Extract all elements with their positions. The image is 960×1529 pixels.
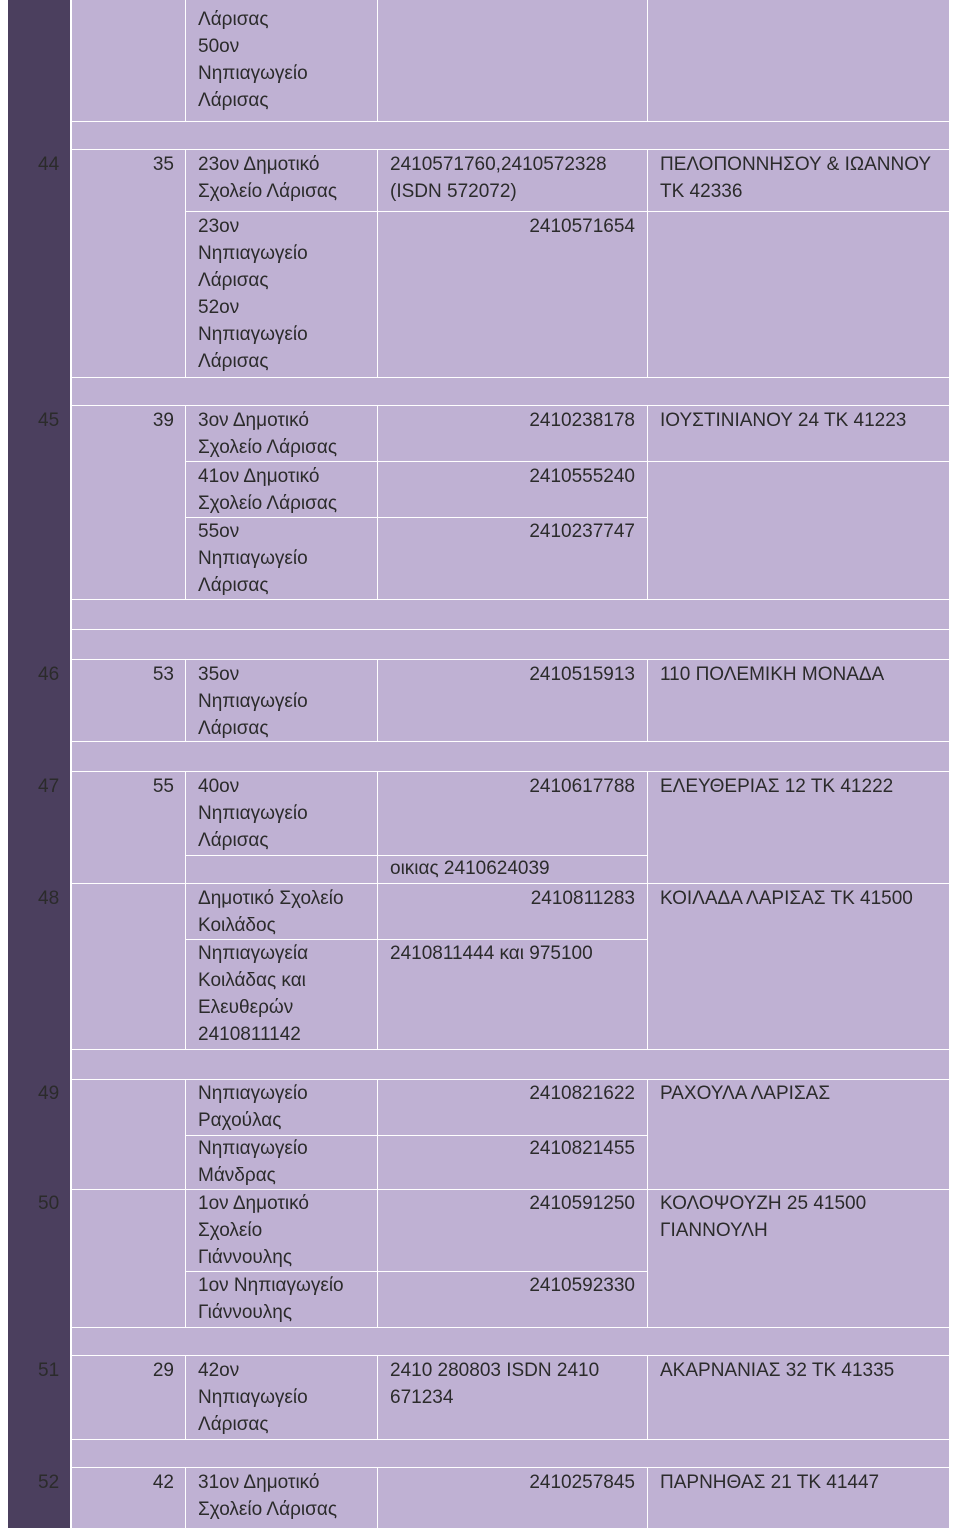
address: ΚΟΛΟΨΟΥΖΗ 25 41500 ΓΙΑΝΝΟΥΛΗ xyxy=(660,1193,867,1241)
school-code: 35 xyxy=(152,154,174,175)
table-cell xyxy=(378,0,648,122)
table-cell xyxy=(72,406,186,600)
phone-number: 2410238178 xyxy=(529,410,635,431)
spacer-row xyxy=(72,378,950,406)
phone-number: 2410257845 xyxy=(529,1472,635,1493)
address: ΑΚΑΡΝΑΝΙΑΣ 32 ΤΚ 41335 xyxy=(660,1360,895,1381)
spacer-row xyxy=(72,600,950,630)
row-number: 49 xyxy=(38,1083,60,1104)
table-cell xyxy=(72,1190,186,1328)
phone-number: 2410571654 xyxy=(529,216,635,237)
school-name: 41ον Δημοτικό Σχολείο Λάρισας xyxy=(198,466,337,514)
table-cell xyxy=(648,0,950,122)
table-cell xyxy=(72,0,186,122)
school-name: 40ον Νηπιαγωγείο Λάρισας xyxy=(198,776,308,851)
school-name: 23ον Νηπιαγωγείο Λάρισας 52ον Νηπιαγωγείο Λάρισας xyxy=(198,216,308,372)
row-number: 46 xyxy=(38,664,60,685)
school-name: Νηπιαγωγεία Κοιλάδας και Ελευθερών 2410811142 xyxy=(198,943,309,1045)
school-name: 55ον Νηπιαγωγείο Λάρισας xyxy=(198,521,308,596)
row-number: 44 xyxy=(38,154,60,175)
table-cell xyxy=(648,462,950,600)
school-code: 39 xyxy=(152,410,174,431)
spacer-row xyxy=(72,122,950,150)
spacer-row xyxy=(72,1050,950,1080)
phone-number: 2410237747 xyxy=(529,521,635,542)
phone-number: 2410617788 xyxy=(529,776,635,797)
school-code: 42 xyxy=(152,1472,174,1493)
spacer-row xyxy=(72,1440,950,1468)
table-cell xyxy=(648,212,950,378)
phone-number: 2410811283 xyxy=(530,888,635,909)
address: ΚΟΙΛΑΔΑ ΛΑΡΙΣΑΣ ΤΚ 41500 xyxy=(660,888,913,909)
address: ΠΑΡΝΗΘΑΣ 21 ΤΚ 41447 xyxy=(660,1472,880,1493)
row-number: 45 xyxy=(38,410,60,431)
address: ΕΛΕΥΘΕΡΙΑΣ 12 ΤΚ 41222 xyxy=(660,776,894,797)
school-name: 1ον Νηπιαγωγείο Γιάννουλης xyxy=(198,1275,344,1323)
row-number: 48 xyxy=(38,888,60,909)
spacer-row xyxy=(72,1328,950,1356)
spacer-row xyxy=(72,742,950,772)
school-code: 55 xyxy=(152,776,174,797)
phone-number: 2410555240 xyxy=(529,466,635,487)
row-number: 51 xyxy=(38,1360,60,1381)
phone-number: 2410 280803 ISDN 2410 671234 xyxy=(390,1360,600,1408)
address: 110 ΠΟΛΕΜΙΚΗ ΜΟΝΑΔΑ xyxy=(660,664,885,685)
row-number: 50 xyxy=(38,1193,60,1214)
side-band xyxy=(8,0,72,1529)
school-name: Λάρισας 50ον Νηπιαγωγείο Λάρισας xyxy=(198,9,308,111)
phone-number: 2410571760,2410572328 (ISDN 572072) xyxy=(390,154,607,202)
phone-number: 2410821455 xyxy=(529,1138,635,1159)
address: ΠΕΛΟΠΟΝΝΗΣΟΥ & ΙΩΑΝΝΟΥ ΤΚ 42336 xyxy=(660,154,932,202)
phone-number: 2410811444 και 975100 xyxy=(390,943,593,964)
school-name: Δημοτικό Σχολείο Κοιλάδος xyxy=(198,888,344,936)
school-name: 35ον Νηπιαγωγείο Λάρισας xyxy=(198,664,308,739)
school-name: Νηπιαγωγείο Ραχούλας xyxy=(198,1083,308,1131)
school-name: Νηπιαγωγείο Μάνδρας xyxy=(198,1138,308,1186)
table-cell xyxy=(186,856,378,884)
school-code: 29 xyxy=(152,1360,174,1381)
phone-number: 2410592330 xyxy=(529,1275,635,1296)
phone-number: 2410515913 xyxy=(529,664,635,685)
school-name: 23ον Δημοτικό Σχολείο Λάρισας xyxy=(198,154,337,202)
school-code: 53 xyxy=(152,664,174,685)
spacer-row xyxy=(72,630,950,660)
address: ΡΑΧΟΥΛΑ ΛΑΡΙΣΑΣ xyxy=(660,1083,831,1104)
phone-number: 2410821622 xyxy=(529,1083,635,1104)
table-cell xyxy=(72,150,186,378)
address: ΙΟΥΣΤΙΝΙΑΝΟΥ 24 ΤΚ 41223 xyxy=(660,410,907,431)
school-name: 31ον Δημοτικό Σχολείο Λάρισας xyxy=(198,1472,337,1520)
row-number: 47 xyxy=(38,776,60,797)
table-cell xyxy=(72,1080,186,1190)
school-name: 1ον Δημοτικό Σχολείο Γιάννουλης xyxy=(198,1193,309,1268)
school-name: 3ον Δημοτικό Σχολείο Λάρισας xyxy=(198,410,337,458)
table-cell xyxy=(72,884,186,1050)
phone-number: 2410591250 xyxy=(529,1193,635,1214)
row-number: 52 xyxy=(38,1472,60,1493)
phone-number: οικιας 2410624039 xyxy=(390,858,550,879)
school-name: 42ον Νηπιαγωγείο Λάρισας xyxy=(198,1360,308,1435)
